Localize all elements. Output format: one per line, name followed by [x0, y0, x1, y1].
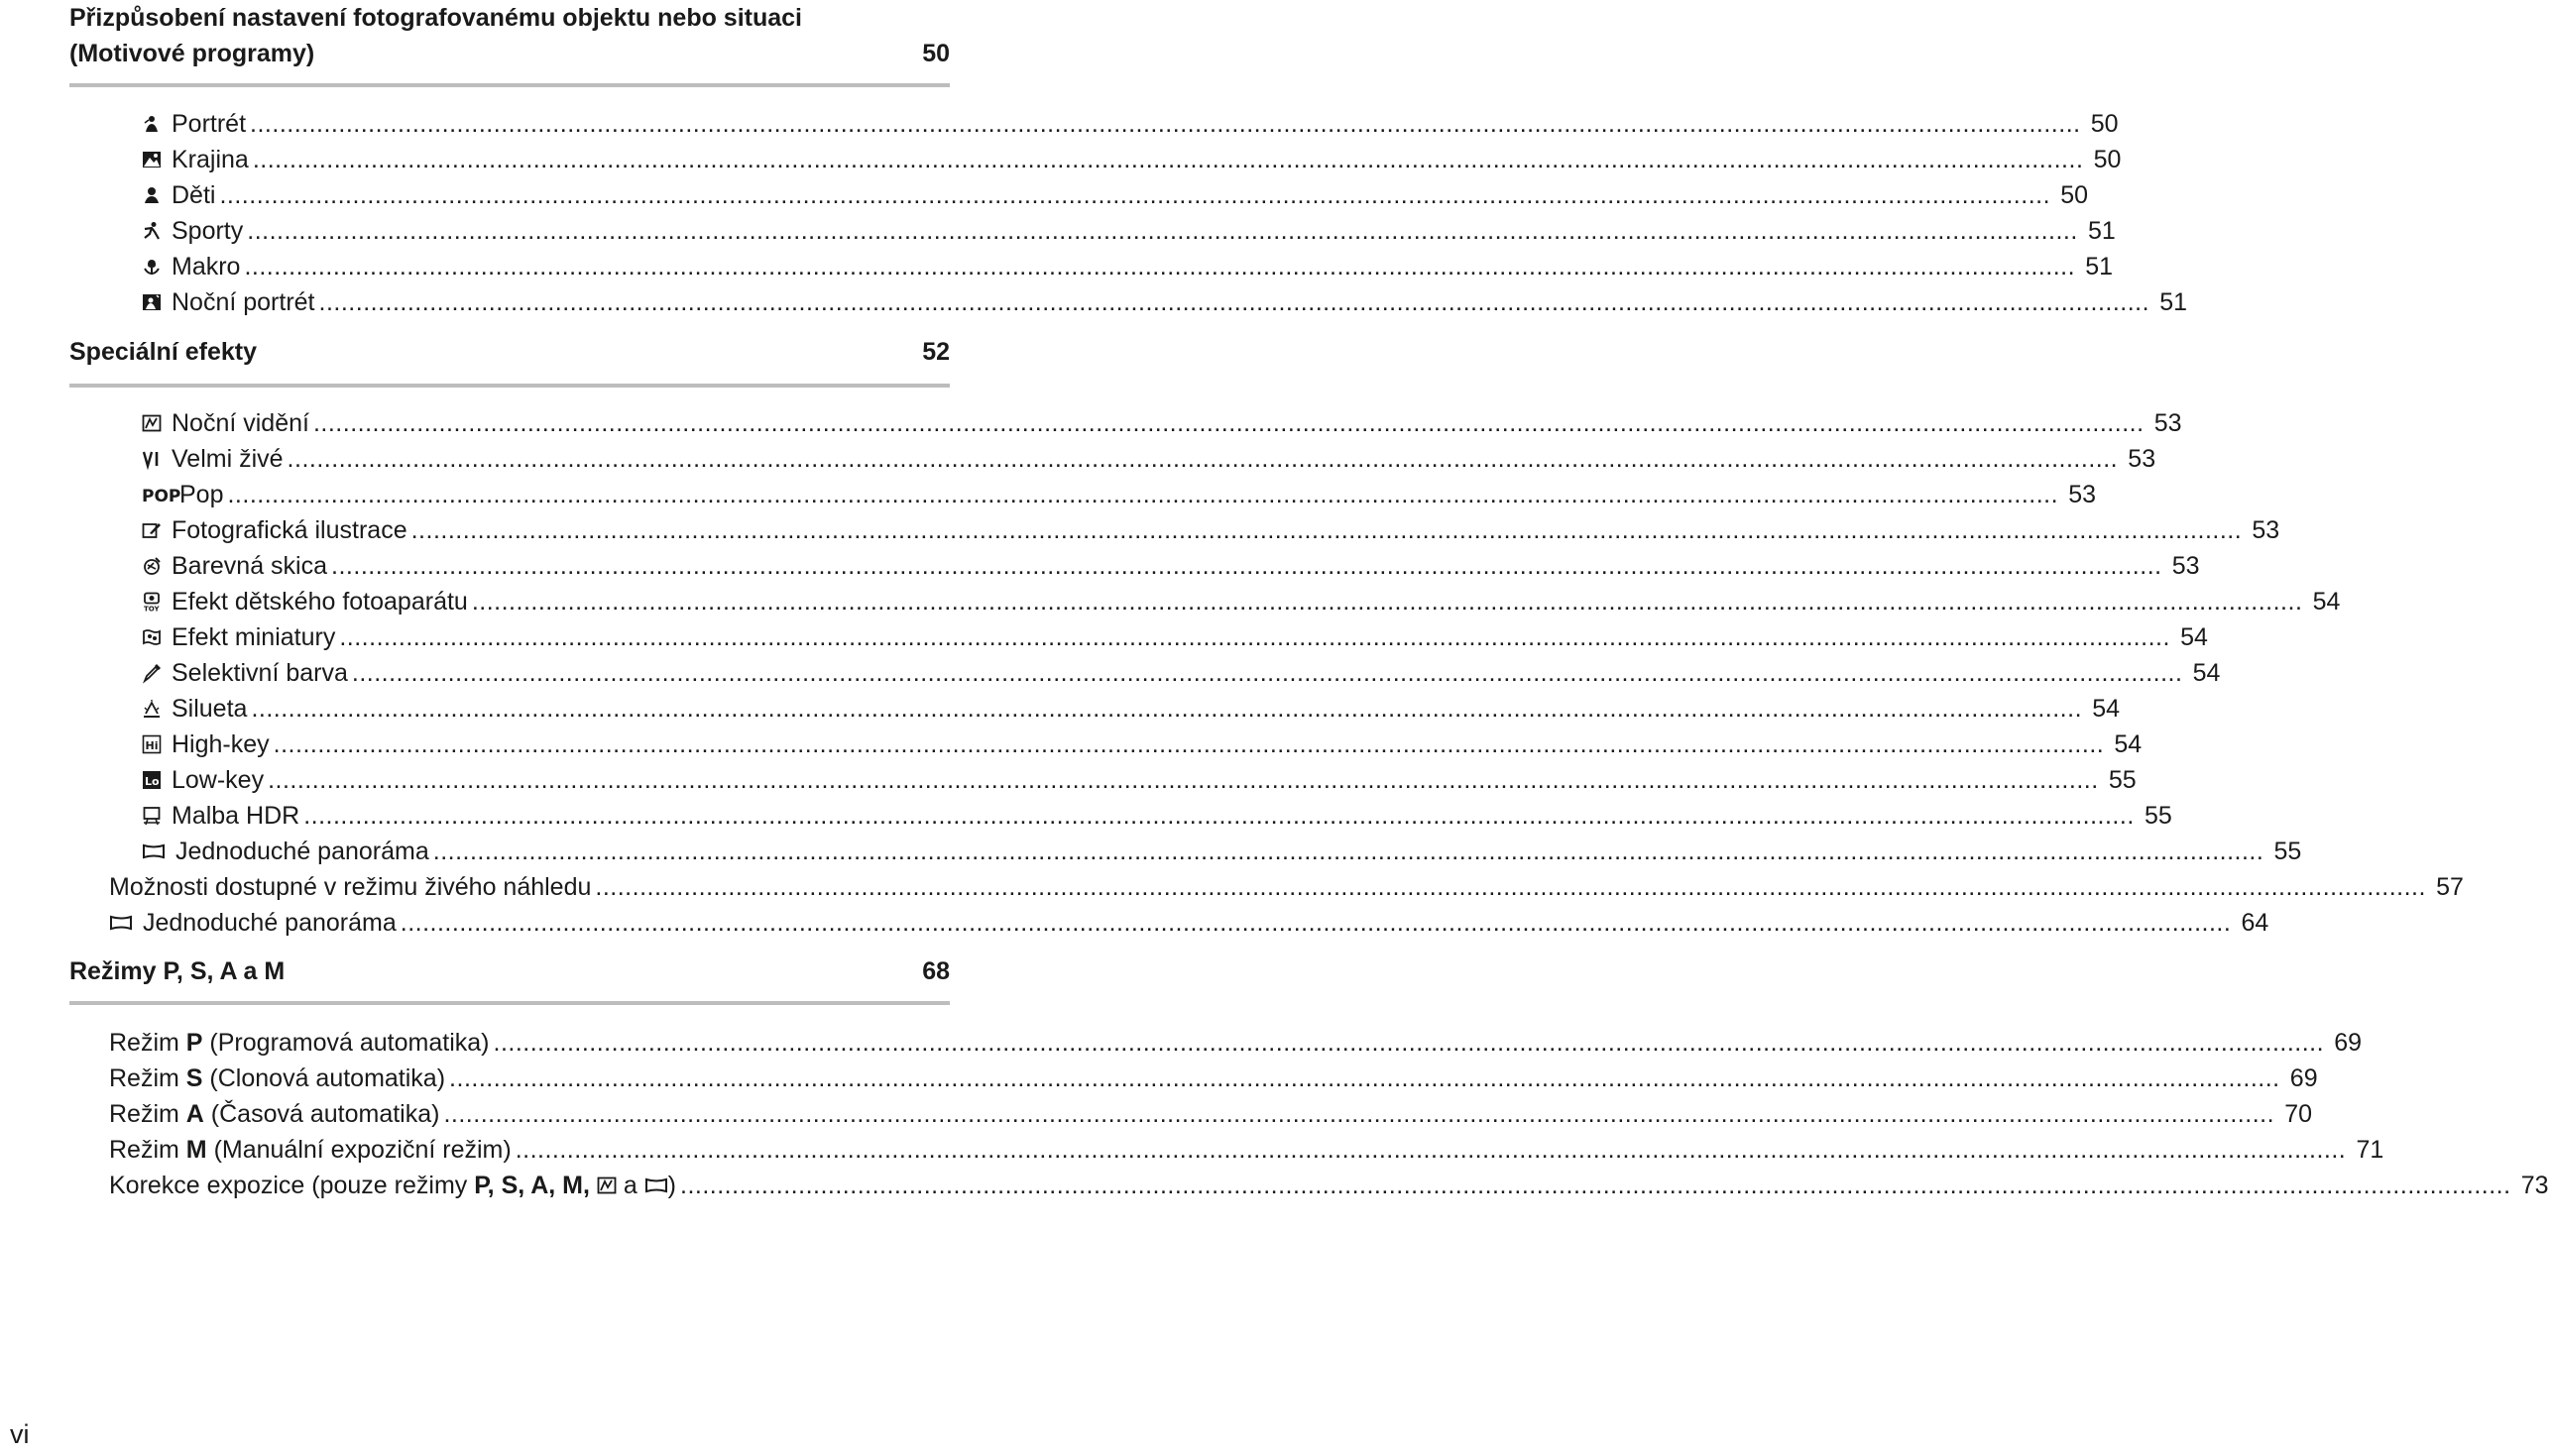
- landscape-icon: [142, 150, 162, 169]
- toc-entry-easy-panorama-main[interactable]: Jednoduché panoráma ..... 64: [0, 905, 952, 941]
- miniature-icon: [142, 627, 162, 647]
- vivid-icon: [142, 449, 162, 469]
- toc-entry-photo-illustration[interactable]: Fotografická ilustrace ..... 53: [0, 512, 952, 548]
- toc-entry-high-key[interactable]: Hi High-key ..... 54: [0, 727, 952, 762]
- page-number: vi: [10, 1419, 30, 1449]
- toc-entry-vivid[interactable]: Velmi živé ..... 53: [0, 441, 952, 477]
- toc-entry-low-key[interactable]: Lo Low-key ..... 55: [0, 762, 952, 798]
- section-page: 52: [922, 338, 950, 366]
- low-key-icon: [142, 770, 162, 790]
- toc-entry-easy-panorama[interactable]: Jednoduché panoráma ..... 55: [0, 834, 952, 869]
- easy-panorama-icon: [142, 841, 166, 861]
- section-page: 68: [922, 957, 950, 985]
- section-heading-psam-modes: [69, 953, 950, 989]
- toc-entry-hdr-painting[interactable]: Malba HDR ..... 55: [0, 798, 952, 834]
- toc-entry-mode-s[interactable]: Režim S (Clonová automatika) ..... 69: [0, 1061, 952, 1096]
- toc-entry-night-portrait[interactable]: Noční portrét ..... 51: [0, 284, 952, 320]
- section-rule: [69, 384, 950, 388]
- toc-entry-pop[interactable]: POP Pop ..... 53: [0, 477, 952, 512]
- night-vision-icon: [597, 1176, 617, 1195]
- silhouette-icon: [142, 699, 162, 719]
- pop-icon: [142, 485, 181, 506]
- selective-color-icon: [142, 663, 162, 683]
- easy-panorama-icon: [644, 1176, 668, 1195]
- scene-mode-list: [0, 106, 2188, 320]
- section-heading-special-effects: [69, 334, 950, 370]
- section-heading-scene-modes: [69, 0, 950, 71]
- toc-entry-live-view-options[interactable]: Možnosti dostupné v režimu živého náhledu ..... 57: [0, 869, 952, 905]
- sports-icon: [142, 221, 162, 241]
- toc-entry-night-vision[interactable]: Noční vidění ..... 53: [0, 405, 952, 441]
- macro-icon: [142, 257, 162, 277]
- section-rule: [69, 1001, 950, 1005]
- svg-text:POP: POP: [142, 487, 181, 506]
- toc-entry-color-sketch[interactable]: Barevná skica ..... 53: [0, 548, 952, 584]
- toc-entry-landscape[interactable]: Krajina ..... 50: [0, 142, 952, 177]
- toy-camera-icon: [142, 592, 162, 612]
- night-vision-icon: [142, 413, 162, 433]
- toc-entry-exposure-compensation[interactable]: Korekce expozice (pouze režimy P, S, A, M, a ) ..... 73: [0, 1168, 952, 1203]
- color-sketch-icon: [142, 556, 162, 576]
- psam-mode-list: [0, 1025, 2549, 1203]
- easy-panorama-icon: [109, 913, 133, 933]
- child-icon: [142, 185, 162, 205]
- svg-text:TOY: TOY: [144, 605, 160, 614]
- toc-entry-mode-a[interactable]: Režim A (Časová automatika) ..... 70: [0, 1096, 952, 1132]
- hdr-painting-icon: [142, 806, 162, 826]
- toc-entry-toy-camera[interactable]: TOY Efekt dětského fotoaparátu ..... 54: [0, 584, 952, 619]
- section-title: Speciální efekty: [69, 338, 257, 366]
- special-effects-list: [0, 405, 2464, 941]
- section-rule: [69, 83, 950, 87]
- section-title: Režimy P, S, A a M: [69, 957, 286, 985]
- toc-entry-child[interactable]: Děti ..... 50: [0, 177, 952, 213]
- high-key-icon: [142, 734, 162, 754]
- svg-text:Lo: Lo: [145, 775, 160, 788]
- night-portrait-icon: [142, 292, 162, 312]
- photo-illustration-icon: [142, 520, 162, 540]
- toc-entry-macro[interactable]: Makro ..... 51: [0, 249, 952, 284]
- toc-entry-mode-m[interactable]: Režim M (Manuální expoziční režim) ..... 71: [0, 1132, 952, 1168]
- toc-entry-portrait[interactable]: Portrét ..... 50: [0, 106, 952, 142]
- toc-entry-mode-p[interactable]: Režim P (Programová automatika) ..... 69: [0, 1025, 952, 1061]
- toc-entry-sports[interactable]: Sporty ..... 51: [0, 213, 952, 249]
- section-title: Přizpůsobení nastavení fotografovanému objektu nebo situaci (Motivové programy): [69, 4, 803, 67]
- svg-text:Hi: Hi: [145, 739, 159, 752]
- toc-entry-selective-color[interactable]: Selektivní barva ..... 54: [0, 655, 952, 691]
- toc-entry-miniature[interactable]: Efekt miniatury ..... 54: [0, 619, 952, 655]
- section-page: 50: [922, 40, 950, 67]
- toc-entry-silhouette[interactable]: Silueta ..... 54: [0, 691, 952, 727]
- portrait-icon: [142, 114, 162, 134]
